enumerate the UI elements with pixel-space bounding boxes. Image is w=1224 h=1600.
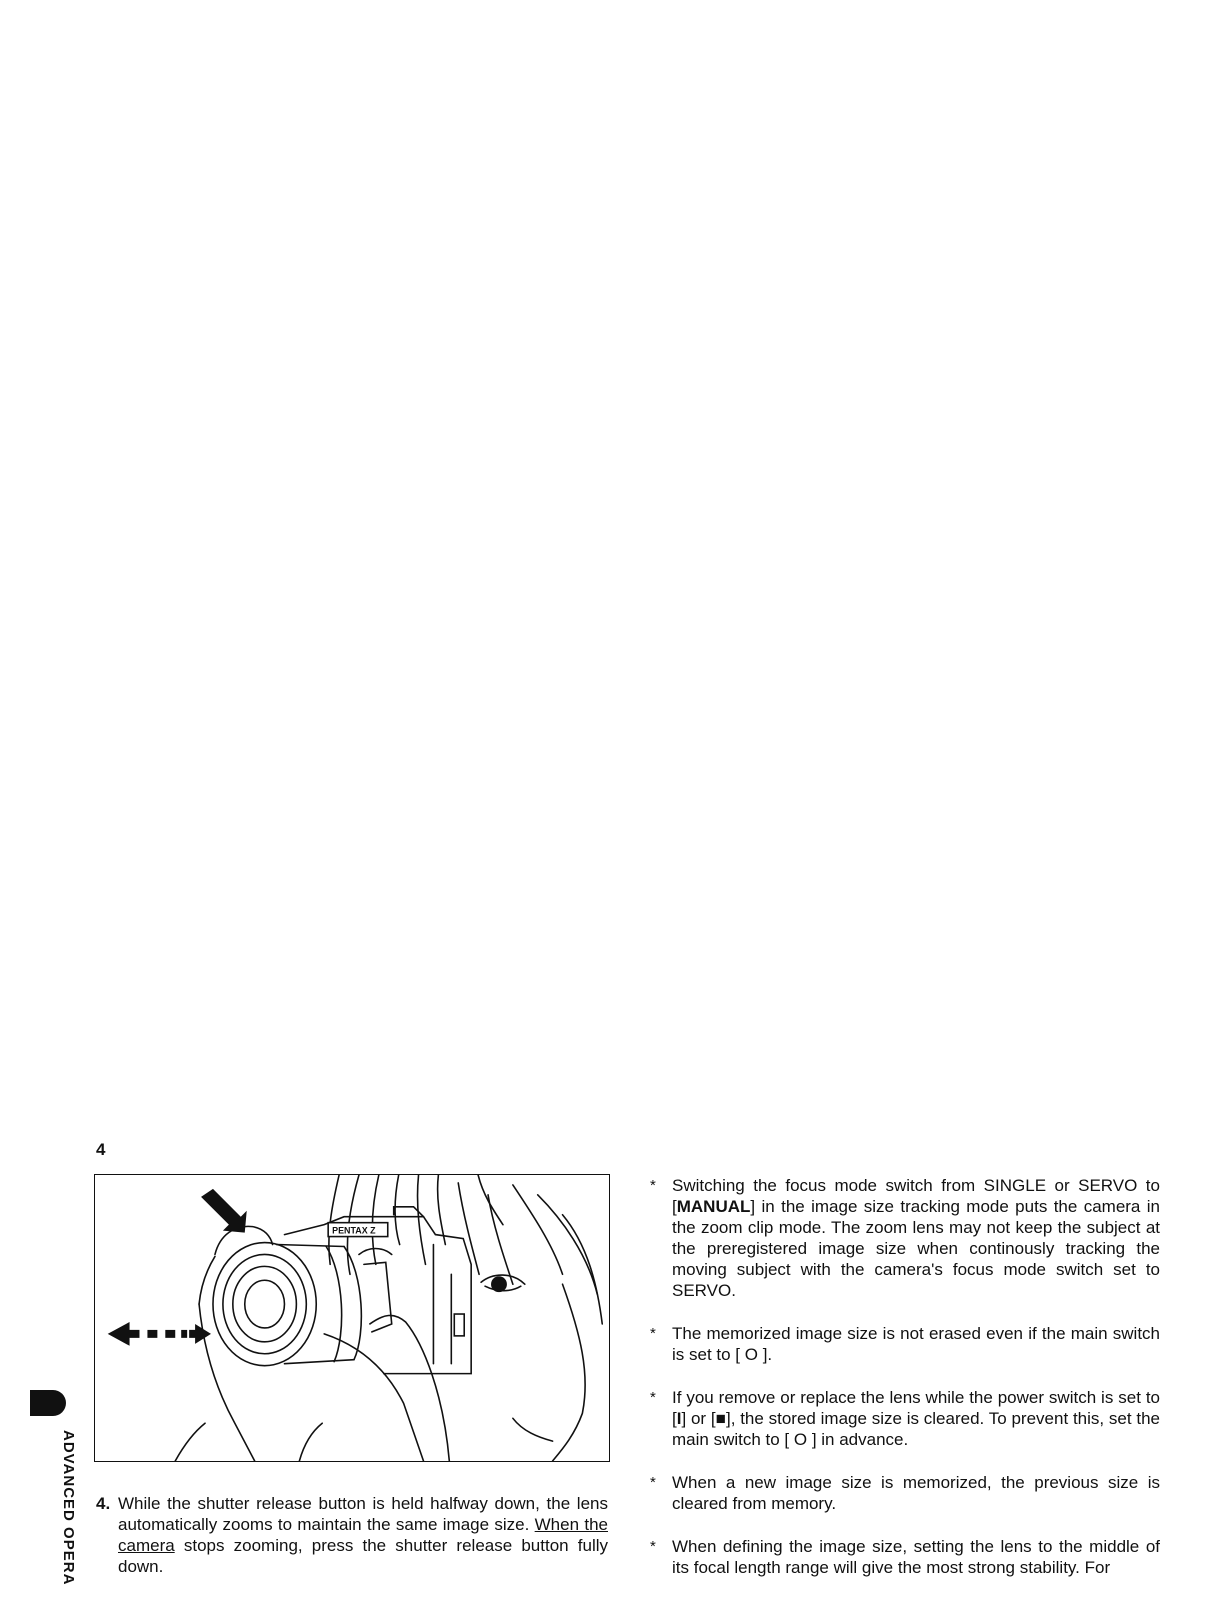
step-instruction-underlined: When the camera — [118, 1515, 608, 1555]
note-item — [648, 1472, 1160, 1514]
step-instruction-line1: While the shutter release button is held halfway down, the lens automatically zooms to maintain the same image size. — [118, 1494, 608, 1534]
note-text: When defining the image size, setting the lens to the middle of its focal length range will give the most strong stability. For — [672, 1537, 1160, 1577]
notes-list — [648, 1175, 1160, 1600]
note-text: ] in the image size tracking mode puts the camera in the zoom clip mode. The zoom lens may not keep the subject at the preregistered image size when continously tracking the moving subject with the camera's focus mode switch set to SERVO. — [672, 1197, 1160, 1300]
note-bullet: * — [650, 1474, 656, 1491]
step-instruction-number: 4. — [96, 1494, 111, 1513]
note-item — [648, 1536, 1160, 1578]
camera-brand-text: PENTAX Z — [332, 1225, 376, 1236]
section-side-label: ADVANCED OPERA — [60, 1430, 77, 1586]
note-item — [648, 1175, 1160, 1301]
note-bullet: * — [650, 1389, 656, 1406]
step-instruction-rest: stops zooming, press the shutter release button fully down. — [118, 1536, 608, 1576]
note-bold-text: MANUAL — [676, 1197, 751, 1216]
note-item — [648, 1323, 1160, 1365]
note-bullet: * — [650, 1177, 656, 1194]
section-tab-marker — [30, 1390, 66, 1416]
note-text: If you remove or replace the lens while the power switch is set to [ — [672, 1388, 1160, 1428]
note-bullet: * — [650, 1538, 656, 1555]
step-instruction — [96, 1493, 608, 1576]
camera-illustration — [94, 1174, 610, 1462]
camera-illustration-svg — [95, 1175, 609, 1461]
note-text: When a new image size is memorized, the previous size is cleared from memory. — [672, 1473, 1160, 1513]
step-instruction-body — [118, 1493, 608, 1577]
step-number: 4 — [96, 1140, 106, 1159]
power-mode-symbol: ■ — [715, 1409, 726, 1428]
note-item — [648, 1387, 1160, 1450]
power-on-symbol: I — [676, 1409, 682, 1428]
note-text: ] or [ — [681, 1409, 716, 1428]
note-text: ], the stored image size is cleared. To prevent this, set the main switch to [ O ] in advance. — [672, 1409, 1160, 1449]
note-text: Switching the focus mode switch from SINGLE or SERVO to [ — [672, 1176, 1160, 1216]
note-bullet: * — [650, 1325, 656, 1342]
note-text: The memorized image size is not erased even if the main switch is set to [ O ]. — [672, 1324, 1160, 1364]
